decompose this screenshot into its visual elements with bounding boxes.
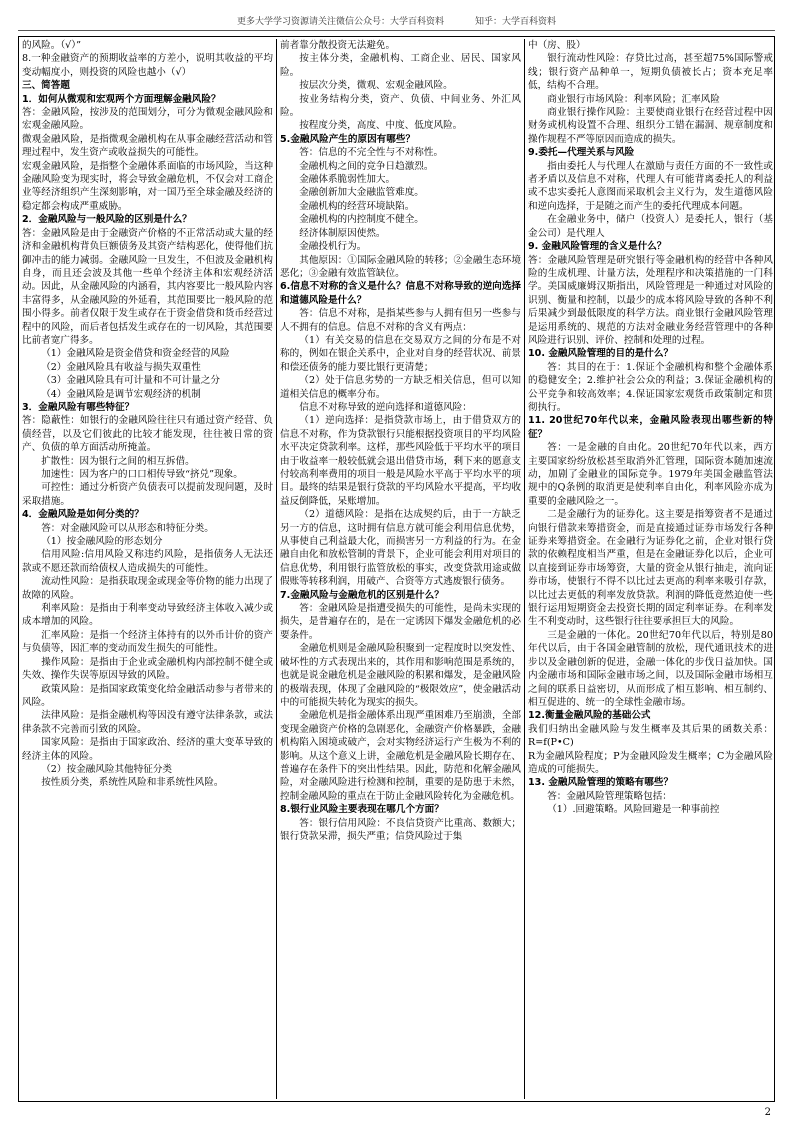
section-heading: 1．如何从微观和宏观两个方面理解金融风险？ <box>22 93 221 105</box>
section-heading: 11. 20世纪70年代以来，金融风险表现出哪些新的特征？ <box>528 415 773 440</box>
header-rule <box>18 30 775 31</box>
paragraph: 微观金融风险，是指微观金融机构在从事金融经营活动和管理过程中，发生资产或收益损失的可能性。 <box>22 133 273 159</box>
paragraph: R为金融风险程度；P为金融风险发生概率；C为金融风险造成的可能损失。 <box>528 750 773 775</box>
paragraph: 扩散性：因为银行之间的相互拆借。 <box>41 455 195 467</box>
paragraph: 其他原因：①国际金融风险的转移；②金融生态环境恶化；③金融有效监管缺位。 <box>280 254 521 279</box>
page-frame <box>18 36 775 1102</box>
paragraph: 商业银行市场风险：利率风险；汇率风险 <box>547 93 720 105</box>
paragraph: 金融机构的经营环境缺陷。 <box>299 200 415 212</box>
section-heading: 9.委托—代理关系与风险 <box>528 147 635 159</box>
paragraph: （3）金融风险具有可计量和不可计量之分 <box>41 375 220 387</box>
paragraph: 按层次分类，微观、宏观金融风险。 <box>299 80 453 92</box>
paragraph: （1）金融风险是资金借贷和资金经营的风险 <box>41 348 230 360</box>
paragraph: 金融机构的内控制度不健全。 <box>299 214 424 226</box>
paragraph: （1）有关交易的信息在交易双方之间的分布是不对称的，例如在银企关系中，企业对自身的经营状况、前景和偿还债务的能力要比银行更清楚； <box>280 334 521 373</box>
section-heading: 2．金融风险与一般风险的区别是什么？ <box>22 214 192 226</box>
paragraph: 金融危机则是金融风险积聚到一定程度时以突发性、破坏性的方式表现出来的，其作用和影响范围是系统的，也就是说金融危机是金融风险的积累和爆发，是金融风险的极端表现，体现了金融风险的“极限效应”，使金融活动中的可能损失转化为现实的损失。 <box>280 643 521 708</box>
paragraph: 按主体分类，金融机构、工商企业、居民、国家风险。 <box>280 53 521 78</box>
paragraph: 流动性风险：是指获取现金或现金等价物的能力出现了故障的风险。 <box>22 576 273 601</box>
paragraph: 信息不对称导致的逆向选择和道德风险： <box>299 401 472 413</box>
paragraph: 答：一是金融的自由化。20世纪70年代以来，西方主要国家纷纷放松甚至取消外汇管理，国际资本随加速流动，加剧了金融业的国际竞争。1979年美国金融监管法规中的Q条例的取消更是使利率自由化，利率风险亦成为重要的金融风险之一。 <box>528 442 773 507</box>
column-2 <box>277 39 525 1099</box>
section-heading: 12.衡量金融风险的基础公式 <box>528 710 651 722</box>
paragraph: （2）金融风险具有收益与损失双重性 <box>41 361 201 373</box>
paragraph: 金融投机行为。 <box>299 241 367 253</box>
paragraph: 金融机构之间的竞争日趋激烈。 <box>299 160 434 172</box>
paragraph: （2）按金融风险其他特征分类 <box>41 763 173 775</box>
paragraph: 二是金融行为的证券化。这主要是指筹资者不是通过向银行借款来筹措资金，而是直接通过证券市场发行各种证券来筹措资金。在金融行为证券化之前，企业对银行贷款的依赖程度相当严重，但是在金融证券化以后，企业可以直接到证券市场筹资，大量的资金从银行抽走，流向证券市场，使银行不得不以比过去更高的利率来吸引存款，以比过去更低的利率发放贷款。利润的降低竟然迫使一些银行运用短期资金去投资长期的固定利率证券。在利率发生不利变动时，这些银行往往要承担巨大的风险。 <box>528 509 773 628</box>
header-right-text: 知乎：大学百科资料 <box>474 17 556 27</box>
paragraph: 答：对金融风险可以从形态和特征分类。 <box>41 522 214 534</box>
column-1 <box>19 39 277 1099</box>
section-heading: 9. 金融风险管理的含义是什么？ <box>528 241 667 253</box>
paragraph: 我们归纳出金融风险与发生概率及其后果的函数关系：R=f(P•C) <box>528 723 773 749</box>
paragraph: 利率风险：是指由于利率变动导致经济主体收入减少或成本增加的风险。 <box>22 603 273 628</box>
paragraph: （2）道德风险：是指在达成契约后，由于一方缺乏另一方的信息，这时拥有信息方就可能会利用信息优势，从事使自己利益最大化，而损害另一方利益的行为。在金融自由化和放松管制的背景下，企业可能会利用对项目的信息优势，利用银行监管放松的事实，改变贷款用途或做假账等转移利润，用破产、合资等方式逃废银行债务。 <box>280 509 521 588</box>
paragraph: 答：金融风险管理策略包括： <box>547 790 672 802</box>
paragraph: 金融创新加大金融监管难度。 <box>299 187 424 199</box>
paragraph: 宏观金融风险，是指整个金融体系面临的市场风险，当这种金融风险变为现实时，将会导致金融危机，不仅会对工商企业等经济组织产生深刻影响，对一国乃至全球金融及经济的稳定都会构成严重威胁。 <box>22 160 273 212</box>
section-heading: 6.信息不对称的含义是什么？信息不对称导致的逆向选择和道德风险是什么？ <box>280 281 521 306</box>
section-heading: 三、简答题 <box>22 80 70 92</box>
paragraph: 答：信息不对称，是指某些参与人拥有但另一些参与人不拥有的信息。信息不对称的含义有两点： <box>280 308 521 333</box>
paragraph: （4）金融风险是调节宏观经济的机制 <box>41 388 201 400</box>
paragraph: （1）按金融风险的形态划分 <box>41 536 163 548</box>
paragraph: 答：金融风险是由于金融资产价格的不正常活动或大量的经济和金融机构背负巨额债务及其资产结构恶化，使得他们抗御冲击的能力减弱。金融风险一旦发生，不但波及金融机构自身，而且还会波及其他一些单个经济主体和宏观经济活动。因此，从金融风险的内涵看，其内容要比一般风险内容丰富得多，从金融风险的外延看，其范围要比一般风险的范围小得多。前者仅限于发生或存在于资金借贷和货币经营过程中的风险，而后者包括发生或存在的一切风险，其范围要比前者宽广得多。 <box>22 227 273 346</box>
section-heading: 3．金融风险有哪些特征？ <box>22 401 135 413</box>
paragraph: 信用风险:信用风险又称违约风险，是指债务人无法还款或不愿还款而给债权人造成损失的可能性。 <box>22 549 273 574</box>
paragraph: 银行流动性风险：存贷比过高，甚至超75%国际警戒线；银行资产品种单一，短期负债被长占；资本充足率低，结构不合理。 <box>528 53 773 92</box>
paragraph: 的风险。（√）” <box>22 40 81 51</box>
section-heading: 8.银行业风险主要表现在哪几个方面？ <box>280 804 444 816</box>
section-heading: 4．金融风险是如何分类的？ <box>22 509 144 521</box>
paragraph: 按性质分类，系统性风险和非系统性风险。 <box>41 777 224 789</box>
section-heading: 7.金融风险与金融危机的区别是什么？ <box>280 589 444 601</box>
paragraph: 答：银行信用风险：不良信贷资产比重高、数额大；银行贷款呆滞，损失严重；信贷风险过于集 <box>280 817 521 842</box>
paragraph: 汇率风险：是指一个经济主体持有的以外币计价的资产与负债等，因汇率的变动而发生损失的可能性。 <box>22 629 273 655</box>
paragraph: 答：隐蔽性：如银行的金融风险往往只有通过资产经营、负债经营，以及它们彼此的比较才能发现，往往被日常的资产、负债的单方面活动所掩盖。 <box>22 415 273 454</box>
paragraph: 答：其目的在于：1.保证个金融机构和整个金融体系的稳健安全；2.维护社会公众的利益；3.保证金融机构的公平竞争和较高效率；4.保证国家宏观货币政策制定和贯彻执行。 <box>528 361 773 413</box>
paragraph: 经济体制原因使然。 <box>299 227 386 239</box>
paragraph: 答：金融风险是指遭受损失的可能性，是尚未实现的损失，是普遍存在的，是在一定诱因下爆发金融危机的必要条件。 <box>280 603 521 641</box>
paragraph: 中（房、股） <box>528 40 586 51</box>
paragraph: 政策风险：是指国家政策变化给金融活动参与者带来的风险。 <box>22 683 273 708</box>
paragraph: 按程度分类，高度、中度、低度风险。 <box>299 120 463 132</box>
header-left-text: 更多大学学习资源请关注微信公众号：大学百科资料 <box>237 17 445 27</box>
section-heading: 13. 金融风险管理的策略有哪些？ <box>528 777 674 789</box>
paragraph: （1）.回避策略。风险回避是一种事前控 <box>547 804 720 816</box>
paragraph: 法律风险：是指金融机构等因没有遵守法律条款，或法律条款不完善而引致的风险。 <box>22 710 273 735</box>
paragraph: 8.一种金融资产的预期收益率的方差小，说明其收益的平均变动幅度小，则投资的风险也越小（√） <box>22 53 273 78</box>
paragraph: 操作风险：是指由于企业或金融机构内部控制不健全或失效、操作失误等原因导致的风险。 <box>22 656 273 682</box>
paragraph: 三是金融的一体化。20世纪70年代以后，特别是80年代以后，由于各国金融管制的放松，现代通讯技术的进步以及金融创新的促进，金融一体化的步伐日益加快。国内金融市场和国际金融市场之间，以及国际金融市场相互之间的联系日益密切，从而形成了相互影响、相互制约、相互促进的、统一的全球性金融市场。 <box>528 629 773 708</box>
paragraph: 答：金融风险管理是研究银行等金融机构的经营中各种风险的生成机理、计量方法，处理程序和决策措施的一门科学。美国威廉姆汉斯指出，风险管理是一种通过对风险的识别、衡量和控制，以最少的成本将风险导致的各种不利后果减少到最低限度的科学方法。商业银行金融风险管理是运用系统的、规范的方法对金融业务经营管理中的各种风险进行识别、评价、控制和处理的过程。 <box>528 254 773 346</box>
paragraph: 指由委托人与代理人在激励与责任方面的不一致性或者矛盾以及信息不对称，代理人有可能背离委托人的利益或不忠实委托人意图而采取机会主义行为，发生道德风险和逆向选择，于是随之而产生的委托代理成本问题。 <box>528 160 773 212</box>
page-number: 2 <box>764 1107 771 1118</box>
paragraph: 前者靠分散投资无法避免。 <box>280 40 396 51</box>
paragraph: 加速性：因为客户的口口相传导致“挤兑”现象。 <box>41 469 243 480</box>
paragraph: 可控性：通过分析资产负债表可以提前发现问题，及时采取措施。 <box>22 482 273 507</box>
paragraph: 国家风险：是指由于国家政治、经济的重大变革导致的经济主体的风险。 <box>22 737 273 762</box>
paragraph: 金融危机是指金融体系出现严重困难乃至崩溃，全部变现金融资产价格的急剧恶化，金融资产价格暴跌，金融机构陷入困境或破产，会对实物经济运行产生极为不利的影响。从这个意义上讲，金融危机是金融风险长期存在、普遍存在条件下的突出性结果。因此，防范和化解金融风险，对金融风险进行检测和控制，重要的是防患于未然，控制金融风险的重点在于防止金融风险转化为金融危机。 <box>280 710 521 802</box>
paragraph: （2）处于信息劣势的一方缺乏相关信息，但可以知道相关信息的概率分布。 <box>280 375 521 400</box>
paragraph: （1）逆向选择：是指贷款市场上，由于借贷双方的信息不对称，作为贷款银行只能根据投资项目的平均风险水平决定贷款利率。这样，那些风险低于平均水平的项目由于收益率一般较低就会退出借贷市场，剩下来的愿意支付较高利率费用的项目一般是风险水平高于平均水平的项目。最终的结果是银行贷款的平均风险水平提高，平均收益反倒降低，呆账增加。 <box>280 415 521 507</box>
page-header <box>0 14 793 27</box>
paragraph: 商业银行操作风险：主要使商业银行在经营过程中因财务或机构设置不合理、组织分工错在漏洞、规章制度和操作规程不严等原因而造成的损失。 <box>528 107 773 145</box>
paragraph: 答：金融风险，按涉及的范围划分，可分为微观金融风险和宏观金融风险。 <box>22 107 273 132</box>
section-heading: 5.金融风险产生的原因有哪些？ <box>280 133 416 145</box>
paragraph: 答：信息的不完全性与不对称性。 <box>299 147 444 159</box>
paragraph: 按业务结构分类，资产、负债、中间业务、外汇风险。 <box>280 93 521 119</box>
paragraph: 在金融业务中，储户（投资人）是委托人，银行（基金公司）是代理人 <box>528 214 773 239</box>
section-heading: 10. 金融风险管理的目的是什么？ <box>528 348 674 360</box>
column-3 <box>525 39 776 1099</box>
paragraph: 金融体系脆弱性加大。 <box>299 174 396 186</box>
